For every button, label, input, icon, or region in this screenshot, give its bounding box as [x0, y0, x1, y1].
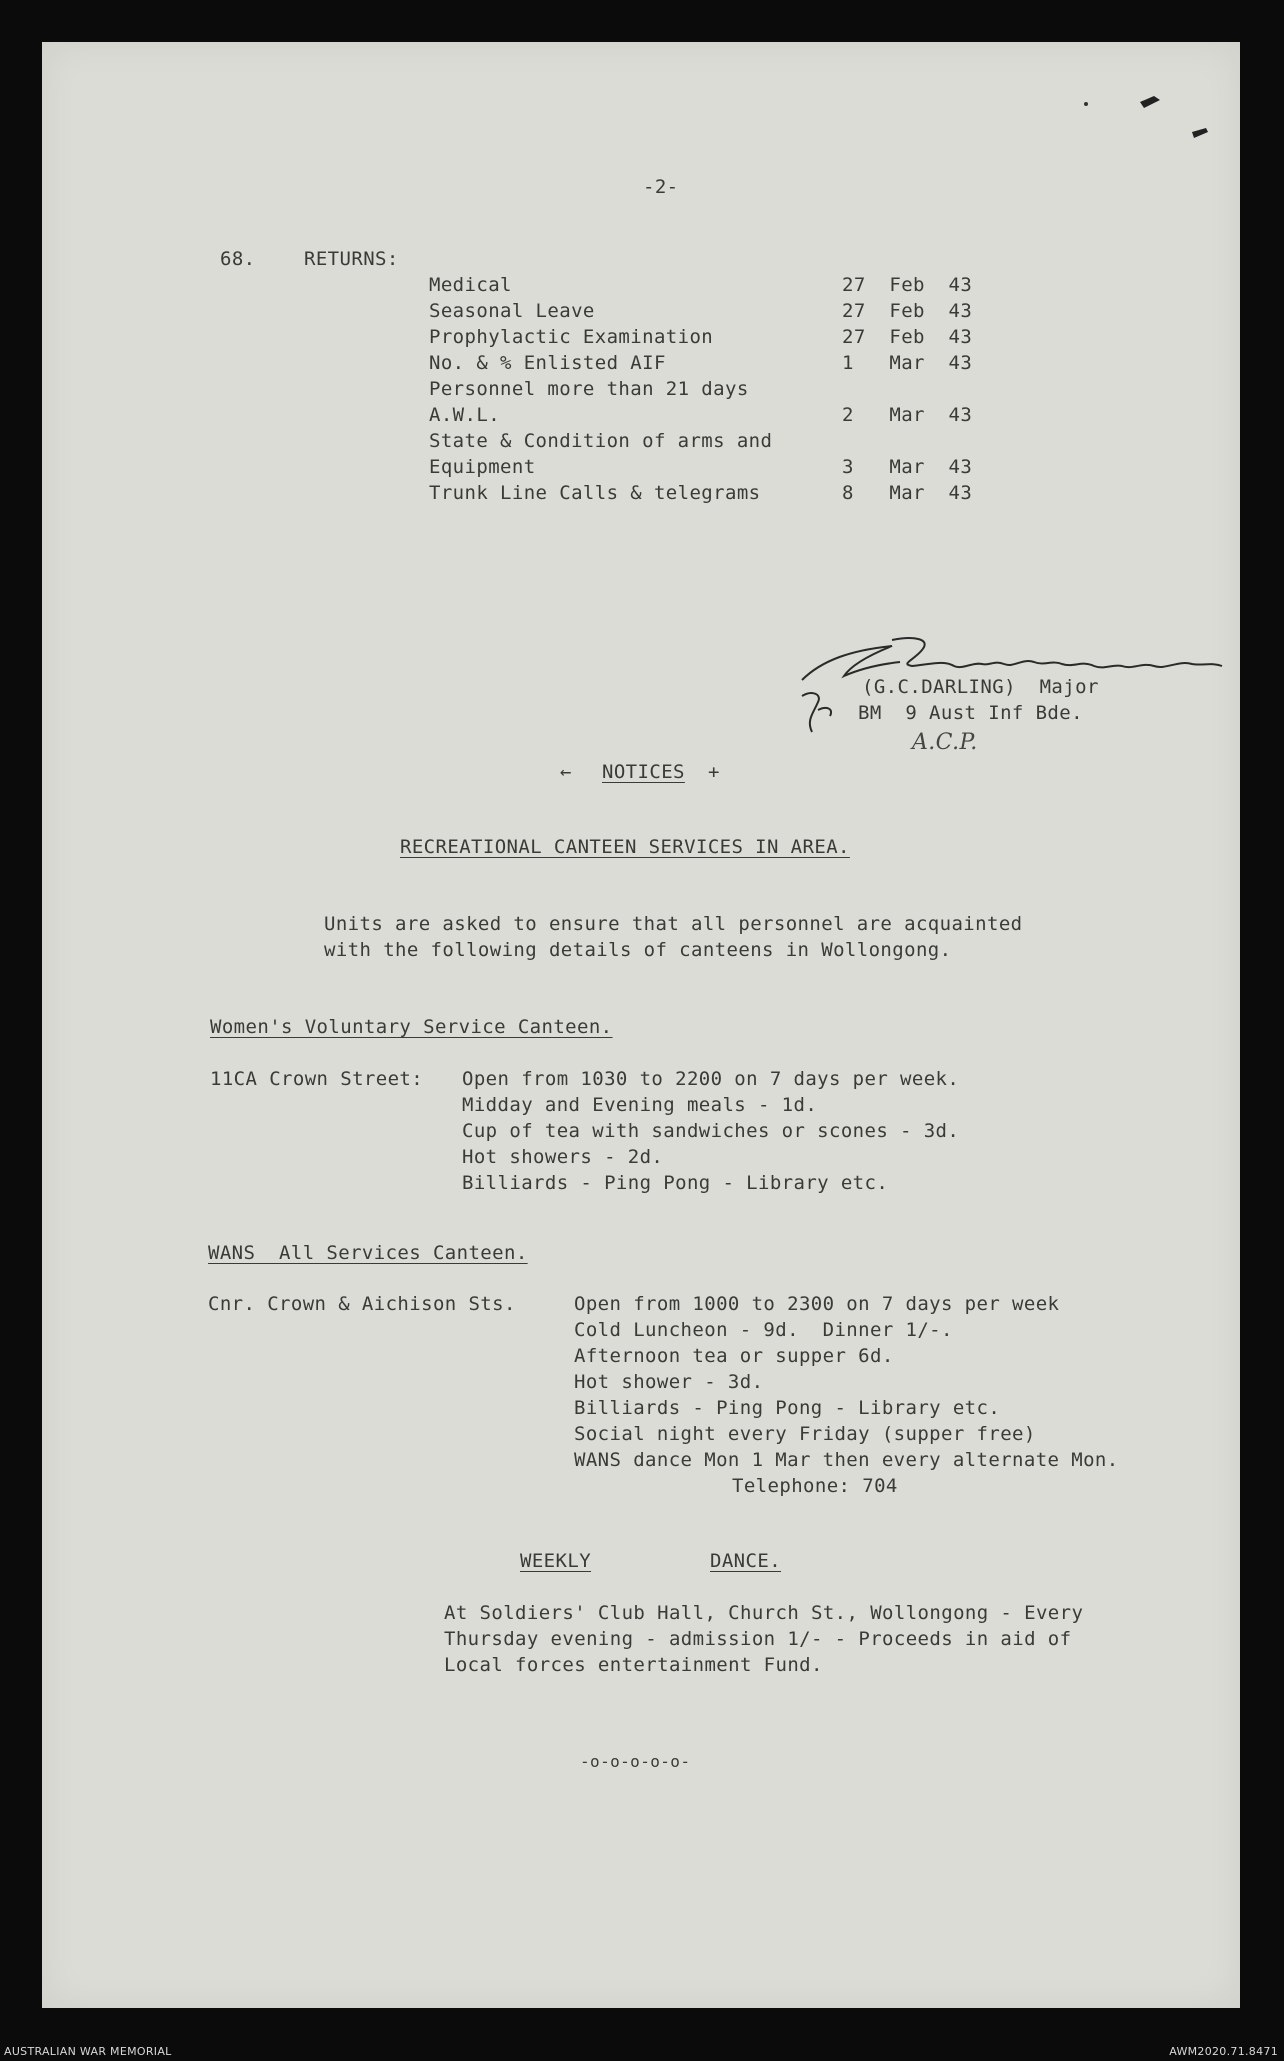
wvs-detail-line: Midday and Evening meals - 1d.	[462, 1094, 818, 1116]
footer-accession-number: AWM2020.71.8471	[1169, 2045, 1278, 2058]
returns-item-date: 3 Mar 43	[842, 456, 973, 478]
weekly-dance-line: At Soldiers' Club Hall, Church St., Wollongong - Every	[444, 1602, 1084, 1624]
notices-heading: NOTICES	[602, 761, 685, 783]
weekly-dance-title-left: WEEKLY	[520, 1550, 592, 1572]
returns-item-date: 1 Mar 43	[842, 352, 973, 374]
wans-detail-line: Afternoon tea or supper 6d.	[574, 1345, 894, 1367]
returns-item-label: Trunk Line Calls & telegrams	[429, 482, 761, 504]
returns-item-label: No. & % Enlisted AIF	[429, 352, 666, 374]
wans-detail-line: Social night every Friday (supper free)	[574, 1423, 1036, 1445]
wvs-detail-line: Open from 1030 to 2200 on 7 days per week.	[462, 1068, 960, 1090]
page-number: -2-	[643, 176, 679, 198]
notices-mark-right: +	[708, 761, 720, 783]
wans-telephone: Telephone: 704	[732, 1475, 898, 1497]
document-page	[42, 42, 1240, 2008]
tear-mark-icon	[1082, 62, 1222, 152]
footer-institution: AUSTRALIAN WAR MEMORIAL	[4, 2045, 172, 2058]
returns-item-label: Equipment	[429, 456, 536, 478]
wvs-detail-line: Cup of tea with sandwiches or scones - 3d.	[462, 1120, 960, 1142]
weekly-dance-line: Local forces entertainment Fund.	[444, 1654, 823, 1676]
notices-mark-left: ←	[560, 761, 572, 783]
wans-canteen-title: WANS All Services Canteen.	[208, 1242, 528, 1264]
returns-item-date: 2 Mar 43	[842, 404, 973, 426]
wans-address: Cnr. Crown & Aichison Sts.	[208, 1293, 516, 1315]
wans-detail-line: Cold Luncheon - 9d. Dinner 1/-.	[574, 1319, 953, 1341]
returns-item-date: 27 Feb 43	[842, 274, 973, 296]
wvs-address: 11CA Crown Street:	[210, 1068, 424, 1090]
wvs-detail-line: Billiards - Ping Pong - Library etc.	[462, 1172, 889, 1194]
wans-detail-line: Open from 1000 to 2300 on 7 days per week	[574, 1293, 1060, 1315]
returns-item-label: State & Condition of arms and	[429, 430, 773, 452]
signature-initials: A.C.P.	[912, 730, 978, 755]
weekly-dance-line: Thursday evening - admission 1/- - Proceeds in aid of	[444, 1628, 1072, 1650]
wans-detail-line: WANS dance Mon 1 Mar then every alternate Mon.	[574, 1449, 1119, 1471]
wans-detail-line: Billiards - Ping Pong - Library etc.	[574, 1397, 1001, 1419]
returns-heading: RETURNS:	[304, 248, 399, 270]
returns-item-label: Personnel more than 21 days	[429, 378, 749, 400]
wans-detail-line: Hot shower - 3d.	[574, 1371, 764, 1393]
returns-item-label: A.W.L.	[429, 404, 501, 426]
end-mark: -o-o-o-o-o-	[580, 1752, 691, 1771]
returns-item-date: 27 Feb 43	[842, 326, 973, 348]
intro-line: with the following details of canteens in Wollongong.	[324, 939, 952, 961]
returns-item-date: 27 Feb 43	[842, 300, 973, 322]
signatory-title: BM 9 Aust Inf Bde.	[858, 702, 1083, 724]
signatory-name: (G.C.DARLING) Major	[862, 676, 1099, 698]
intro-line: Units are asked to ensure that all personnel are acquainted	[324, 913, 1023, 935]
section-number: 68.	[220, 248, 256, 270]
wvs-detail-line: Hot showers - 2d.	[462, 1146, 664, 1168]
returns-item-label: Seasonal Leave	[429, 300, 595, 322]
weekly-dance-title-right: DANCE.	[710, 1550, 782, 1572]
returns-item-label: Prophylactic Examination	[429, 326, 714, 348]
returns-item-label: Medical	[429, 274, 512, 296]
wvs-canteen-title: Women's Voluntary Service Canteen.	[210, 1016, 613, 1038]
canteen-services-heading: RECREATIONAL CANTEEN SERVICES IN AREA.	[400, 836, 850, 858]
returns-item-date: 8 Mar 43	[842, 482, 973, 504]
